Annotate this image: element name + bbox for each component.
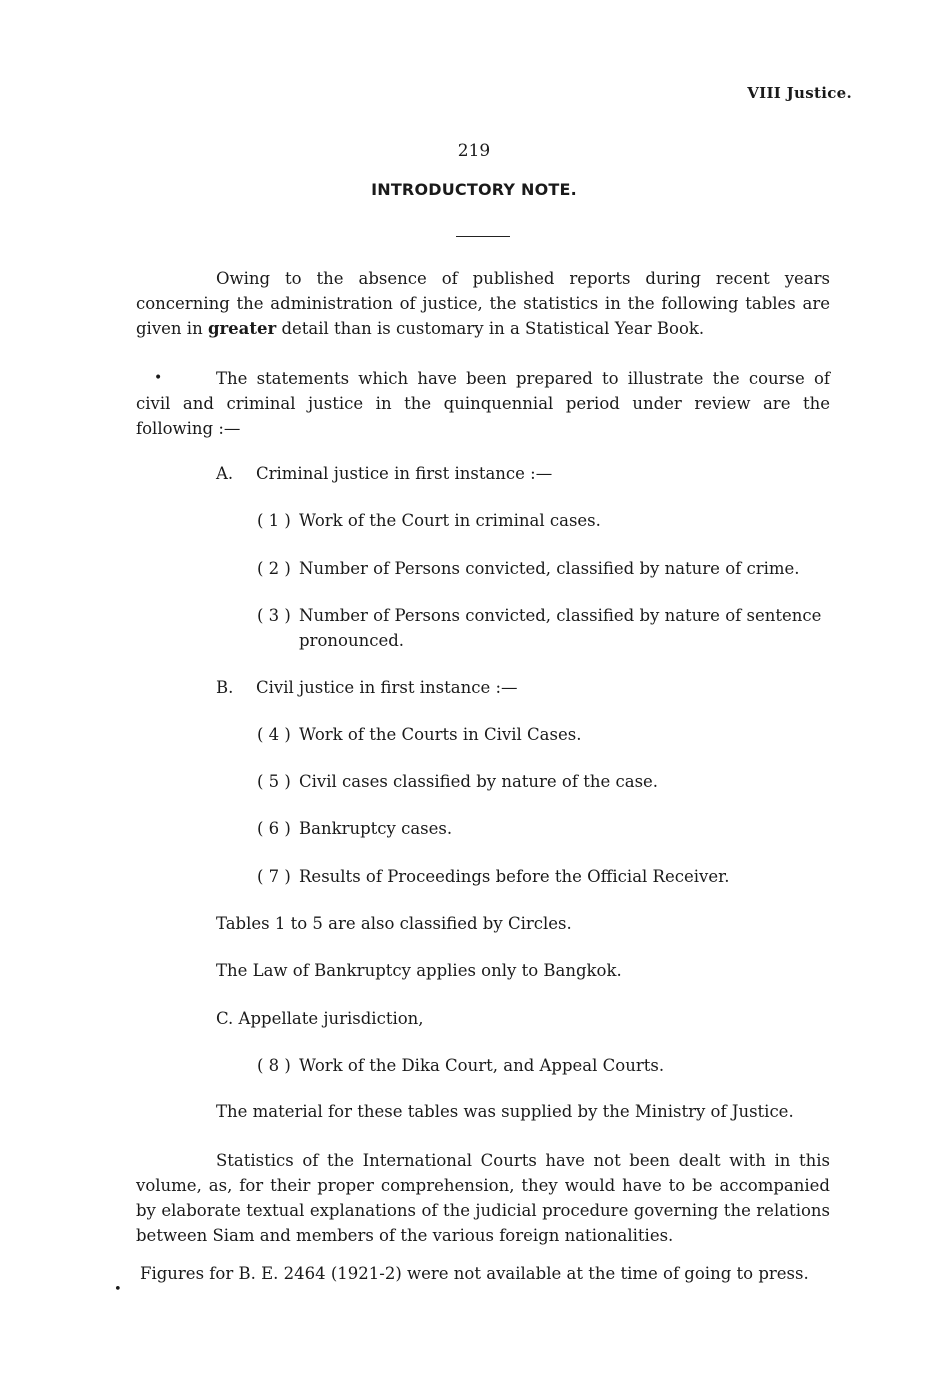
item-number: ( 6 ) — [257, 819, 291, 838]
international-courts-paragraph — [136, 1148, 830, 1248]
list-item — [257, 724, 581, 746]
item-number: ( 1 ) — [257, 511, 291, 530]
item-text: Bankruptcy cases. — [299, 819, 453, 838]
list-item — [257, 866, 729, 888]
item-text: Work of the Court in criminal cases. — [299, 511, 601, 530]
section-b-heading — [216, 677, 518, 699]
material-source-note: The material for these tables was supplied by the Ministry of Justice. — [216, 1102, 794, 1121]
item-text: Number of Persons convicted, classified by nature of sentence — [299, 606, 822, 625]
list-item — [257, 558, 800, 580]
item-number: ( 7 ) — [257, 867, 291, 886]
item-text: Number of Persons convicted, classified by nature of crime. — [299, 559, 800, 578]
bullet-mark: • — [154, 370, 163, 386]
section-b-text: Civil justice in first instance :— — [256, 678, 518, 697]
intro-paragraph — [136, 266, 830, 341]
item-number: ( 2 ) — [257, 559, 291, 578]
item-text: Results of Proceedings before the Official Receiver. — [299, 867, 730, 886]
section-b-letter: B. — [216, 678, 234, 697]
intro-paragraph-tail: detail than is customary in a Statistical Year Book. — [281, 319, 705, 338]
item-number: ( 4 ) — [257, 725, 291, 744]
footnote-bullet: • — [114, 1282, 122, 1297]
list-item — [257, 1055, 664, 1077]
section-c-heading: C. Appellate jurisdiction, — [216, 1009, 424, 1028]
list-item-continuation: pronounced. — [299, 631, 405, 650]
list-item — [257, 818, 452, 840]
page-title: INTRODUCTORY NOTE. — [371, 180, 577, 199]
page-number: 219 — [457, 141, 491, 161]
item-number: ( 3 ) — [257, 606, 291, 625]
tables-circles-note: Tables 1 to 5 are also classified by Circles. — [216, 914, 572, 933]
international-courts-text: Statistics of the International Courts have not been dealt with in this volume, as, for their proper comprehension, they would have to be accompanied by elaborate textual explanations of the judicial procedure governing the relations between Siam and members of the various foreign nationalities. — [136, 1151, 830, 1245]
list-item — [257, 771, 658, 793]
statements-paragraph-text: The statements which have been prepared to illustrate the course of civil and criminal justice in the quinquennial period under review are the following :— — [136, 369, 830, 438]
item-number: ( 8 ) — [257, 1056, 291, 1075]
section-a-heading — [216, 463, 552, 485]
item-number: ( 5 ) — [257, 772, 291, 791]
list-item — [257, 510, 601, 532]
title-divider — [456, 236, 510, 237]
footnote: Figures for B. E. 2464 (1921-2) were not available at the time of going to press. — [140, 1264, 809, 1283]
item-text: Work of the Dika Court, and Appeal Courts. — [299, 1056, 665, 1075]
section-a-letter: A. — [216, 464, 234, 483]
intro-paragraph-emphasis: greater — [207, 319, 277, 338]
section-header: VIII Justice. — [747, 84, 852, 102]
list-item — [257, 605, 821, 627]
statements-paragraph — [136, 366, 830, 441]
item-text: Civil cases classified by nature of the case. — [299, 772, 659, 791]
intro-paragraph-text: Owing to the absence of published reports during recent years concerning the administration of justice, the statistics in the following tables are given in — [136, 269, 830, 338]
item-text: Work of the Courts in Civil Cases. — [299, 725, 582, 744]
section-a-text: Criminal justice in first instance :— — [256, 464, 553, 483]
bankruptcy-law-note: The Law of Bankruptcy applies only to Bangkok. — [216, 961, 622, 980]
